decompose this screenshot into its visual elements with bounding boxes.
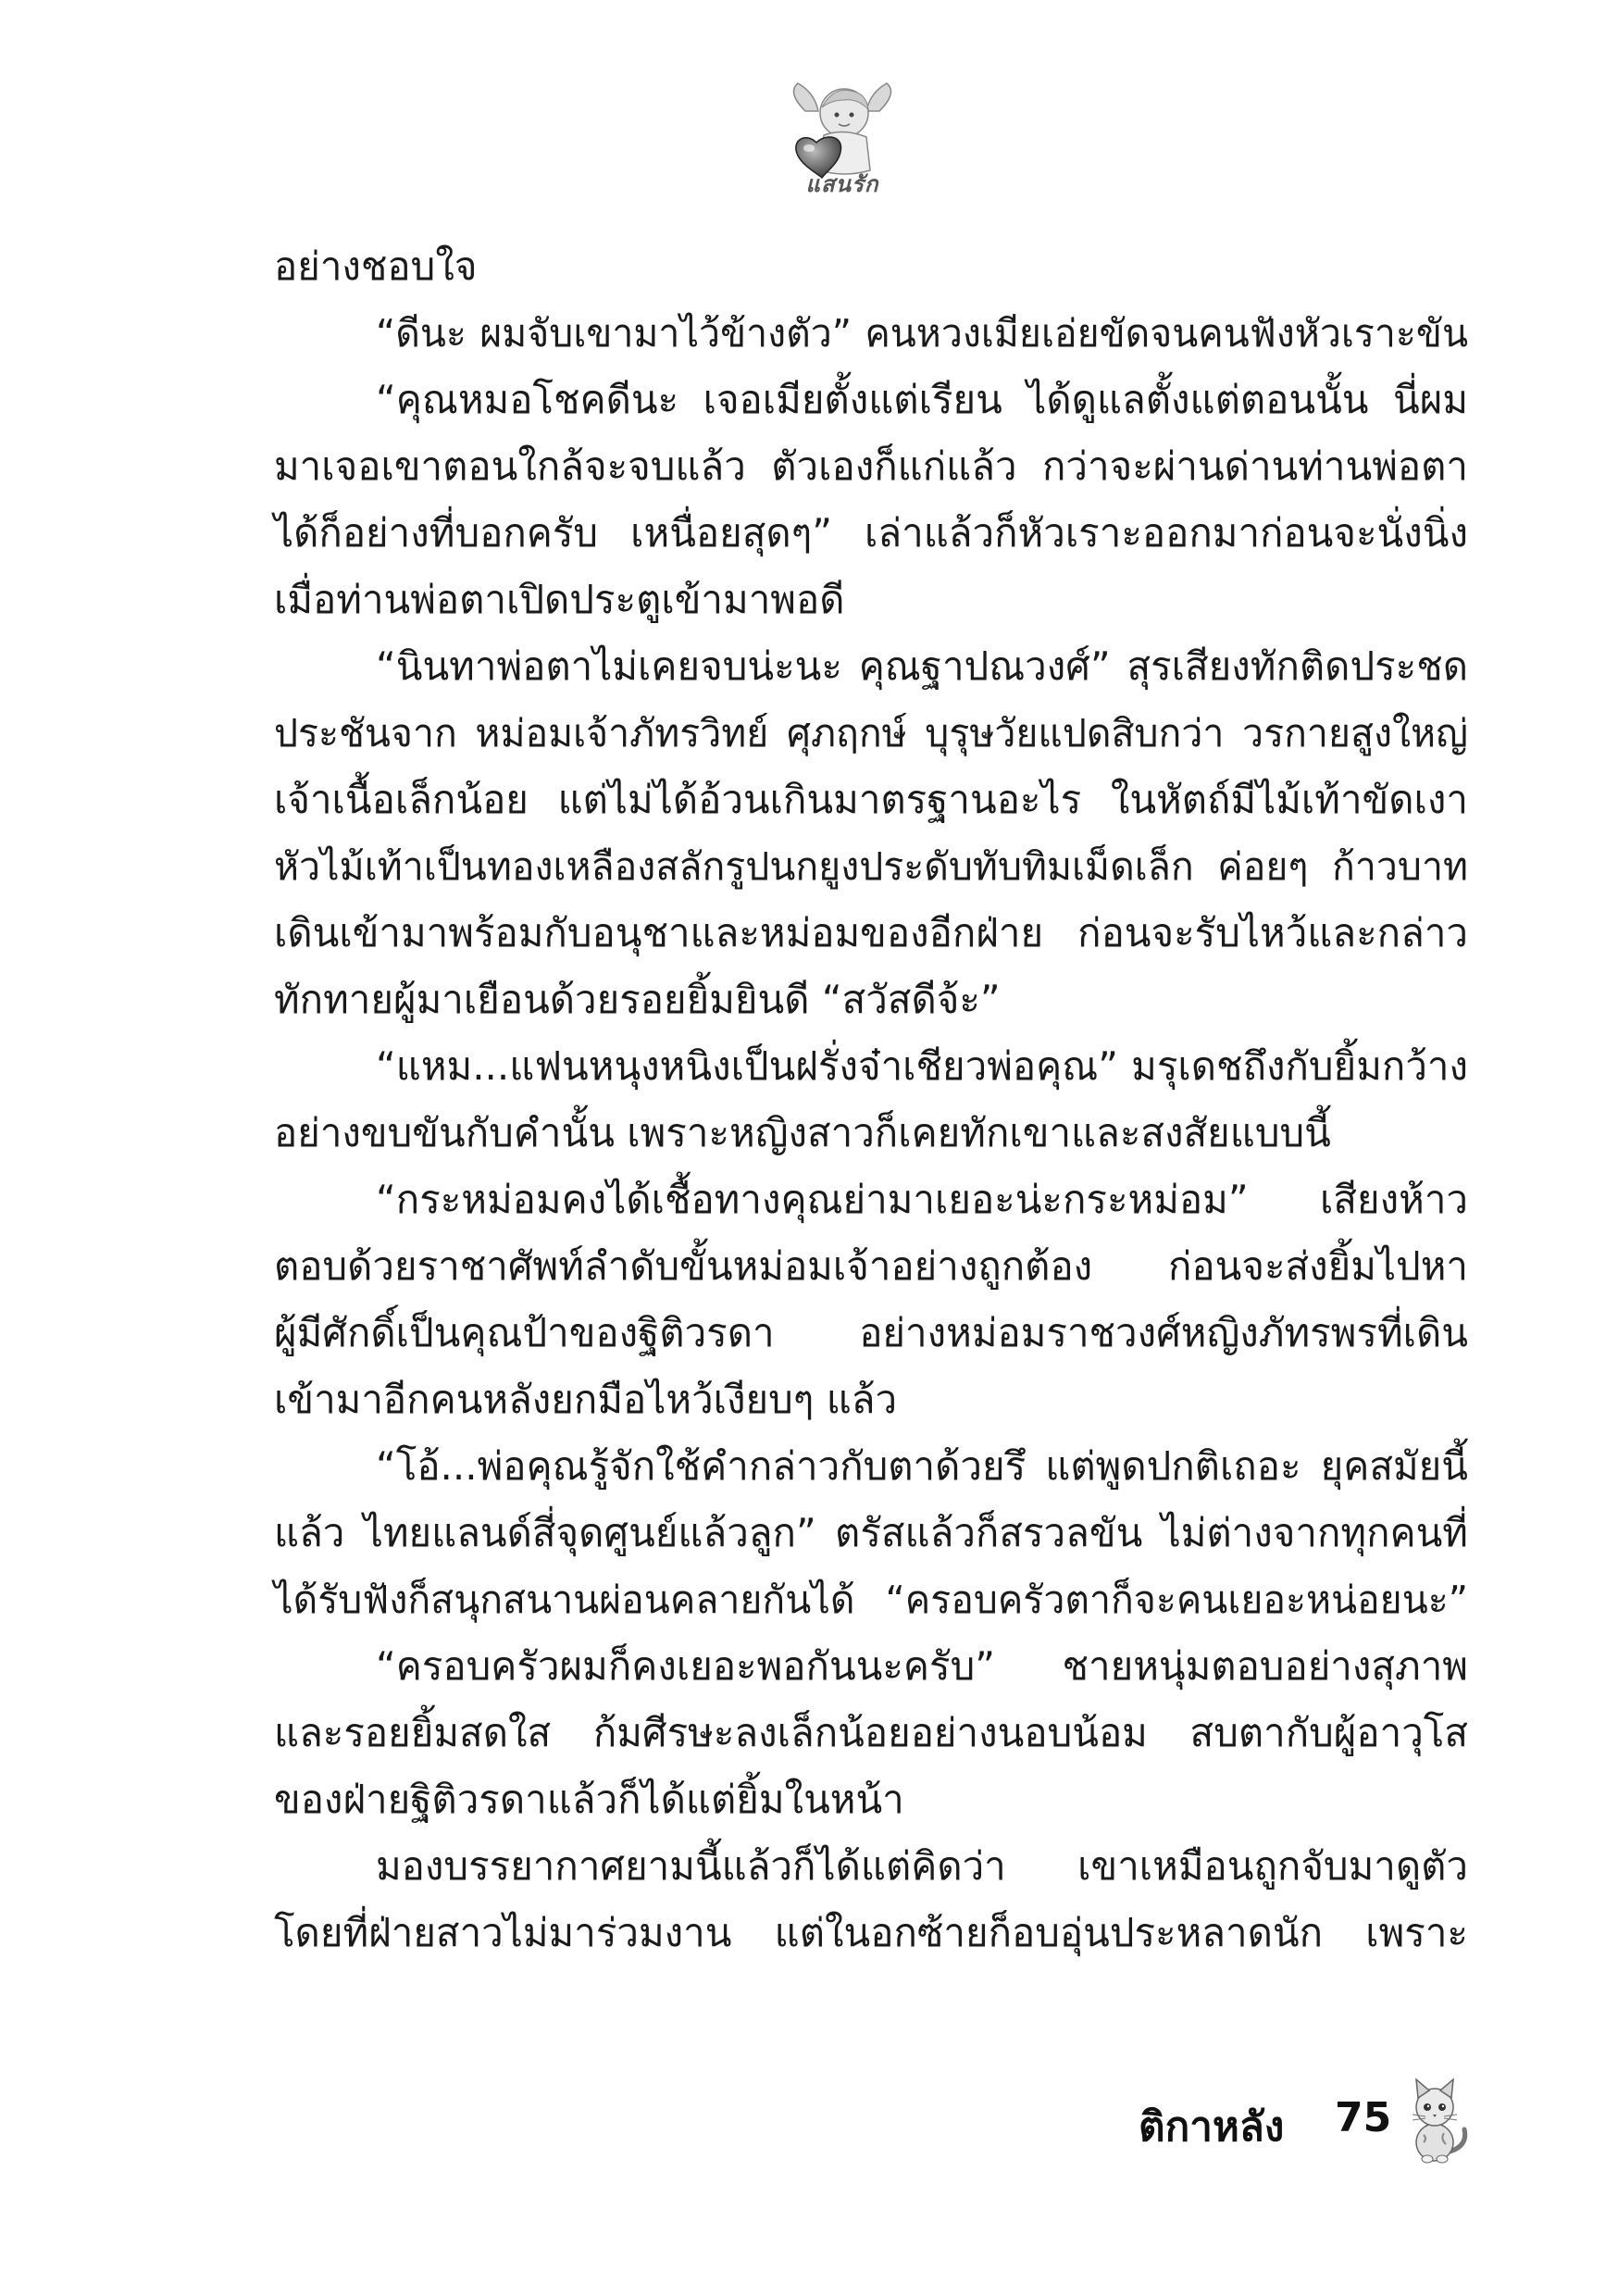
text-line: อย่างขบขันกับคำนั้น เพราะหญิงสาวก็เคยทักเขาและสงสัยแบบนี้ [274,1110,1331,1155]
paragraph-first-line: “คุณหมอโชคดีนะ เจอเมียตั้งแต่เรียน ได้ดูแลตั้งแต่ตอนนั้น นี่ผม [376,377,1468,422]
text-line: ตอบด้วยราชาศัพท์ลำดับขั้นหม่อมเจ้าอย่างถูกต้อง ก่อนจะส่งยิ้มไปหา [274,1243,1468,1289]
text-line: แล้ว ไทยแลนด์สี่จุดศูนย์แล้วลูก” ตรัสแล้วก็สรวลขัน ไม่ต่างจากทุกคนที่ [274,1510,1468,1555]
logo-text: แสนรัก [805,171,879,197]
text-line: ของฝ่ายฐิติวรดาแล้วก็ได้แต่ยิ้มในหน้า [274,1777,904,1822]
paragraph-first-line: “โอ้...พ่อคุณรู้จักใช้คำกล่าวกับตาด้วยรึ แต่พูดปกติเถอะ ยุคสมัยนี้ [376,1443,1468,1489]
text-line: มาเจอเขาตอนใกล้จะจบแล้ว ตัวเองก็แก่แล้ว กว่าจะผ่านด่านท่านพ่อตา [274,443,1468,489]
text-line: และรอยยิ้มสดใส ก้มศีรษะลงเล็กน้อยอย่างนอบน้อม สบตากับผู้อาวุโส [274,1710,1468,1755]
text-line: เจ้าเนื้อเล็กน้อย แต่ไม่ได้อ้วนเกินมาตรฐานอะไร ในหัตถ์มีไม้เท้าขัดเงา [274,777,1468,822]
body-text [274,233,1468,1966]
text-line: เข้ามาอีกคนหลังยกมือไหว้เงียบๆ แล้ว [274,1377,898,1422]
text-line: ได้ก็อย่างที่บอกครับ เหนื่อยสุดๆ” เล่าแล้วก็หัวเราะออกมาก่อนจะนั่งนิ่ง [274,510,1468,555]
paragraph-first-line: “แหม...แฟนหนุงหนิงเป็นฝรั่งจ๋าเชียวพ่อคุณ” มรุเดชถึงกับยิ้มกว้าง [376,1043,1468,1089]
kitten-icon [1398,2074,1472,2166]
cherub-heart-icon [778,74,907,204]
text-line: ผู้มีศักดิ์เป็นคุณป้าของฐิติวรดา อย่างหม่อมราชวงศ์หญิงภัทรพรที่เดิน [274,1310,1468,1355]
text-line: โดยที่ฝ่ายสาวไม่มาร่วมงาน แต่ในอกซ้ายก็อบอุ่นประหลาดนัก เพราะ [274,1910,1468,1955]
text-line: ได้รับฟังก็สนุกสนานผ่อนคลายกันได้ “ครอบครัวตาก็จะคนเยอะหน่อยนะ” [274,1578,1468,1622]
paragraph-first-line: “ดีนะ ผมจับเขามาไว้ข้างตัว” คนหวงเมียเอ่ยขัดจนคนฟังหัวเราะขัน [376,311,1468,356]
text-line: อย่างชอบใจ [274,243,478,289]
page-number: 75 [1335,2094,1392,2141]
text-line: เมื่อท่านพ่อตาเปิดประตูเข้ามาพอดี [274,577,845,622]
paragraph-first-line: “ครอบครัวผมก็คงเยอะพอกันนะครับ” ชายหนุ่มตอบอย่างสุภาพ [376,1643,1468,1689]
paragraph-first-line: มองบรรยากาศยามนี้แล้วก็ได้แต่คิดว่า เขาเหมือนถูกจับมาดูตัว [376,1843,1468,1889]
text-line: หัวไม้เท้าเป็นทองเหลืองสลักรูปนกยูงประดับทับทิมเม็ดเล็ก ค่อยๆ ก้าวบาท [274,844,1468,889]
text-line: ประชันจาก หม่อมเจ้าภัทรวิทย์ ศุภฤกษ์ บุรุษวัยแปดสิบกว่า วรกายสูงใหญ่ [274,711,1468,755]
paragraph-first-line: “กระหม่อมคงได้เชื้อทางคุณย่ามาเยอะน่ะกระหม่อม” เสียงห้าว [376,1177,1468,1222]
paragraph-first-line: “นินทาพ่อตาไม่เคยจบน่ะนะ คุณฐาปณวงศ์” สุรเสียงทักติดประชด [376,643,1468,689]
text-line: เดินเข้ามาพร้อมกับอนุชาและหม่อมของอีกฝ่าย ก่อนจะรับไหว้และกล่าว [274,910,1468,955]
text-line: ทักทายผู้มาเยือนด้วยรอยยิ้มยินดี “สวัสดีจ้ะ” [274,977,1001,1022]
book-title: ติกาหลัง [1139,2103,1285,2151]
page-footer [1139,2074,1509,2176]
